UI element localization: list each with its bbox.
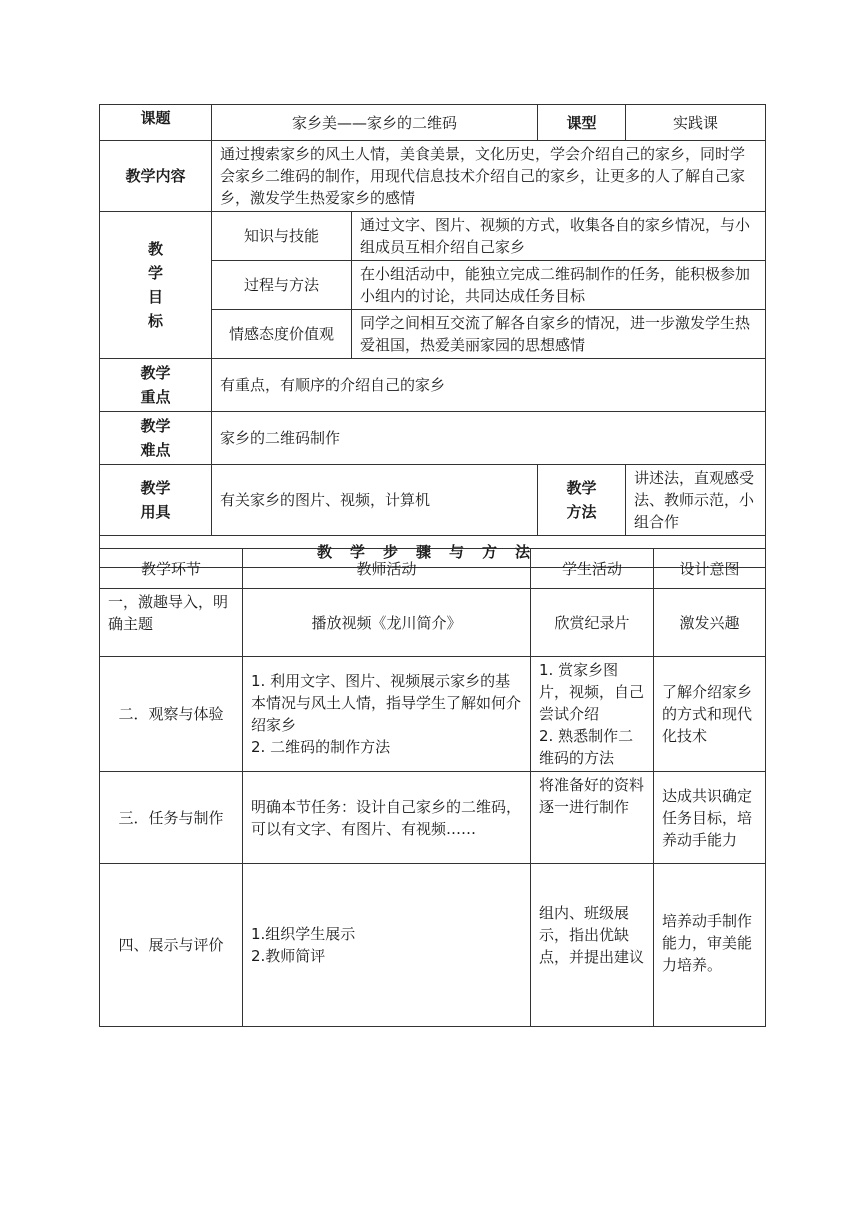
lesson-type-label: 课型 — [538, 105, 626, 141]
lesson-type-value: 实践课 — [626, 105, 766, 141]
intent-cell: 达成共识确定任务目标，培养动手能力 — [654, 772, 766, 864]
objectives-label-char: 学 — [147, 264, 163, 282]
teacher-line: 2. 二维码的制作方法 — [251, 738, 391, 756]
content-label: 教学内容 — [100, 141, 212, 212]
teacher-line: 1. 利用文字、图片、视频展示家乡的基本情况与风土人情，指导学生了解如何介绍家乡 — [251, 672, 522, 734]
objective-emotion-value: 同学之间相互交流了解各自家乡的情况，进一步激发学生热爱祖国，热爱美丽家园的思想感情 — [352, 310, 766, 359]
teacher-cell — [243, 589, 531, 657]
teacher-cell — [243, 772, 531, 864]
header-student: 学生活动 — [531, 549, 654, 589]
content-value: 通过搜索家乡的风土人情，美食美景，文化历史，学会介绍自己的家乡，同时学会家乡二维码的制作，用现代信息技术介绍自己的家乡，让更多的人了解自己家乡，激发学生热爱家乡的感情 — [212, 141, 766, 212]
student-cell — [531, 864, 654, 1027]
stage-cell: 一，激趣导入，明确主题 — [100, 589, 243, 657]
stage-cell: 二．观察与体验 — [100, 657, 243, 772]
tools-value: 有关家乡的图片、视频，计算机 — [212, 465, 538, 536]
tools-label-line: 教学 — [140, 479, 171, 497]
difficulty-label — [100, 412, 212, 465]
objectives-label-char: 目 — [147, 288, 163, 306]
stage-cell: 四、展示与评价 — [100, 864, 243, 1027]
objective-knowledge-label: 知识与技能 — [212, 212, 352, 261]
objective-process-label: 过程与方法 — [212, 261, 352, 310]
header-intent: 设计意图 — [654, 549, 766, 589]
student-line: 欣赏纪录片 — [554, 613, 630, 632]
method-value: 讲述法，直观感受法、教师示范，小组合作 — [626, 465, 766, 536]
student-line: 1. 赏家乡图片，视频，自己尝试介绍 — [539, 661, 645, 723]
intent-cell: 了解介绍家乡的方式和现代化技术 — [654, 657, 766, 772]
difficulty-value: 家乡的二维码制作 — [212, 412, 766, 465]
intent-cell: 培养动手制作能力，审美能力培养。 — [654, 864, 766, 1027]
objective-emotion-label: 情感态度价值观 — [212, 310, 352, 359]
teacher-line: 明确本节任务：设计自己家乡的二维码，可以有文字、有图片、有视频…… — [251, 797, 522, 838]
key-point-label — [100, 359, 212, 412]
objectives-label-char: 标 — [147, 312, 163, 330]
student-line: 2. 熟悉制作二维码的方法 — [539, 727, 634, 767]
table-row — [100, 657, 766, 772]
key-point-label-line: 重点 — [140, 388, 171, 406]
teacher-cell — [243, 864, 531, 1027]
objectives-label — [100, 212, 212, 359]
difficulty-label-line: 教学 — [140, 417, 171, 435]
key-point-value: 有重点，有顺序的介绍自己的家乡 — [212, 359, 766, 412]
steps-section-title-text: 教学步骤与方法 — [317, 542, 549, 561]
objectives-label-char: 教 — [147, 240, 163, 258]
objective-process-value: 在小组活动中，能独立完成二维码制作的任务，能积极参加小组内的讨论，共同达成任务目标 — [352, 261, 766, 310]
teaching-steps-table — [99, 548, 766, 1027]
lesson-plan-table — [99, 104, 766, 568]
tools-label — [100, 465, 212, 536]
intent-cell: 激发兴趣 — [654, 589, 766, 657]
topic-label: 课题 — [100, 105, 212, 141]
student-cell — [531, 772, 654, 864]
method-label-line: 教学 — [566, 479, 597, 497]
student-line: 将准备好的资料逐一进行制作 — [539, 776, 645, 816]
header-stage: 教学环节 — [100, 549, 243, 589]
student-cell — [531, 657, 654, 772]
header-teacher: 教师活动 — [243, 549, 531, 589]
teacher-line: 2.教师简评 — [251, 947, 326, 965]
teacher-line: 播放视频《龙川简介》 — [311, 613, 462, 632]
table-row — [100, 864, 766, 1027]
table-row — [100, 772, 766, 864]
student-cell — [531, 589, 654, 657]
difficulty-label-line: 难点 — [140, 441, 171, 459]
student-line: 组内、班级展示，指出优缺点，并提出建议 — [539, 904, 645, 966]
objective-knowledge-value: 通过文字、图片、视频的方式，收集各自的家乡情况，与小组成员互相介绍自己家乡 — [352, 212, 766, 261]
key-point-label-line: 教学 — [140, 364, 171, 382]
tools-label-line: 用具 — [140, 503, 171, 521]
teacher-cell — [243, 657, 531, 772]
method-label — [538, 465, 626, 536]
stage-cell: 三．任务与制作 — [100, 772, 243, 864]
method-label-line: 方法 — [566, 503, 597, 521]
topic-value: 家乡美——家乡的二维码 — [212, 105, 538, 141]
teacher-line: 1.组织学生展示 — [251, 925, 356, 943]
table-row — [100, 589, 766, 657]
